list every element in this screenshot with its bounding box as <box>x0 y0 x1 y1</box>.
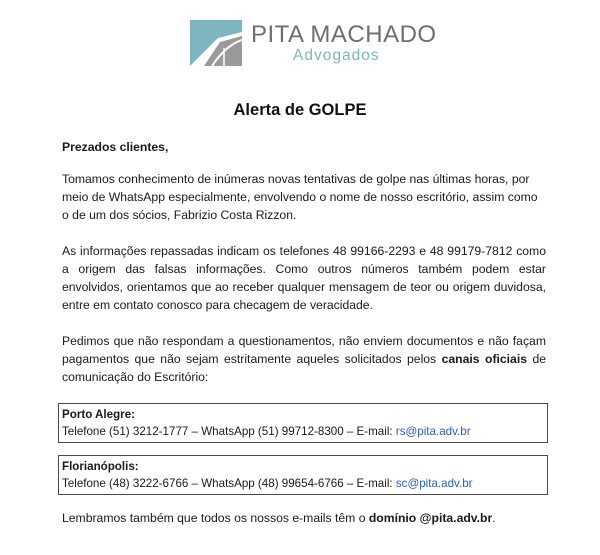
office-contact-text: Telefone (48) 3222-6766 – WhatsApp (48) 99654-6766 – E-mail: <box>62 477 396 490</box>
paragraph-1: Tomamos conhecimento de inúmeras novas tentativas de golpe nas últimas horas, por meio de WhatsApp especialmente, envolvendo o nome de nosso escritório, assim como o de um dos sócios, Fabrizio Costa Rizzon. <box>62 172 538 222</box>
office-contact-text: Telefone (51) 3212-1777 – WhatsApp (51) 99712-8300 – E-mail: <box>62 425 396 438</box>
office-email-link[interactable]: sc@pita.adv.br <box>395 477 473 490</box>
official-channels-emphasis: canais oficiais <box>441 352 527 366</box>
paragraph-2: As informações repassadas indicam os telefones 48 99166-2293 e 48 99179-7812 como a origem das falsas informações. Como outros números também podem estar envolvidos, orientamos que ao receber qualquer mensagem de teor ou origem duvidosa, entre em contato conosco para checagem de veracidade. <box>62 244 546 312</box>
footer-note <box>62 509 546 527</box>
office-box-florianopolis <box>58 455 548 495</box>
paragraph-3-tail: de comunicação do Escritório: <box>62 352 547 384</box>
footer-note-text: Lembramos também que todos os nossos e-mails têm o <box>62 511 369 525</box>
office-city: Porto Alegre: <box>62 408 136 421</box>
office-email-link[interactable]: rs@pita.adv.br <box>395 425 471 438</box>
page-title: Alerta de GOLPE <box>233 101 367 119</box>
logo-subtitle: Advogados <box>293 47 380 64</box>
paragraph-3-text: Pedimos que não respondam a questionamentos, não enviem documentos e não façam pagamentos que não sejam estritamente aqueles solicitados pelos <box>62 334 546 366</box>
logo-name: PITA MACHADO <box>251 21 437 48</box>
office-city: Florianópolis: <box>62 460 139 473</box>
paragraph-3 <box>62 332 546 386</box>
office-contact <box>62 475 543 492</box>
office-box-porto-alegre <box>58 403 548 443</box>
office-contact <box>62 423 543 440</box>
logo-mark-icon <box>190 20 242 66</box>
greeting: Prezados clientes, <box>62 140 169 154</box>
domain-emphasis: domínio @pita.adv.br <box>368 511 493 525</box>
footer-note-tail: . <box>492 511 496 525</box>
alert-body <box>62 138 546 527</box>
logo <box>190 20 437 66</box>
